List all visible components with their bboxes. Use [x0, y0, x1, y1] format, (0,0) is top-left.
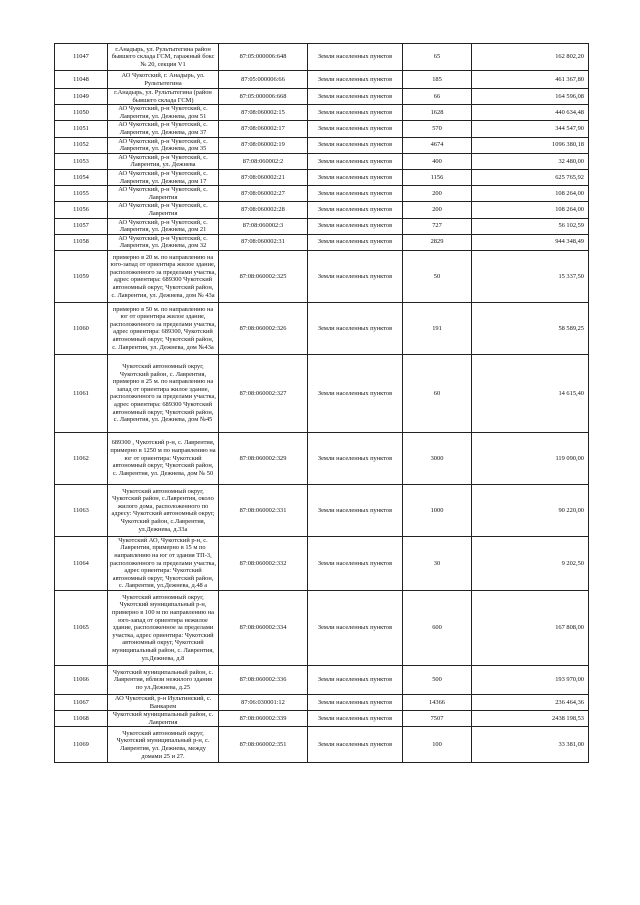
area-cell: 65 — [403, 44, 472, 71]
area-cell: 200 — [403, 186, 472, 202]
land-category-cell: Земли населенных пунктов — [308, 105, 403, 121]
cadastral-value-cell: 440 634,48 — [472, 105, 589, 121]
cadastral-value-cell: 108 264,00 — [472, 186, 589, 202]
area-cell: 60 — [403, 354, 472, 432]
address-cell: АО Чукотский, р-н Чукотский, с. Лаврентия, ул. Дежнева, дом 35 — [108, 137, 219, 153]
land-category-cell: Земли населенных пунктов — [308, 536, 403, 590]
cadastral-number-cell: 87:08:060002:326 — [219, 302, 308, 354]
table-row — [55, 711, 589, 727]
land-category-cell: Земли населенных пунктов — [308, 666, 403, 695]
area-cell: 100 — [403, 727, 472, 763]
area-cell: 727 — [403, 218, 472, 234]
row-number-cell: 11055 — [55, 186, 108, 202]
row-number-cell: 11064 — [55, 536, 108, 590]
land-category-cell: Земли населенных пунктов — [308, 137, 403, 153]
table-row — [55, 218, 589, 234]
cadastral-value-cell: 108 264,00 — [472, 202, 589, 218]
cadastral-value-cell: 167 808,00 — [472, 591, 589, 666]
area-cell: 600 — [403, 591, 472, 666]
row-number-cell: 11063 — [55, 484, 108, 536]
area-cell: 30 — [403, 536, 472, 590]
address-cell: г.Анадырь, ул. Рультытегина район бывшего склада ГСМ, гаражный бокс № 20, секция V1 — [108, 44, 219, 71]
table-row — [55, 302, 589, 354]
land-category-cell: Земли населенных пунктов — [308, 44, 403, 71]
cadastral-number-cell: 87:08:060002:17 — [219, 121, 308, 137]
land-category-cell: Земли населенных пунктов — [308, 250, 403, 302]
row-number-cell: 11047 — [55, 44, 108, 71]
address-cell: АО Чукотский, р-н Чукотский, с. Лаврентия, ул. Дежнева — [108, 153, 219, 169]
cadastral-number-cell: 87:05:000006:66 — [219, 71, 308, 89]
table-row — [55, 666, 589, 695]
cadastral-number-cell: 87:08:060002:19 — [219, 137, 308, 153]
cadastral-value-cell: 1096 380,18 — [472, 137, 589, 153]
address-cell: АО Чукотский, р-н Чукотский, с. Лаврентия, ул. Дежнева, дом 21 — [108, 218, 219, 234]
cadastral-value-cell: 33 381,00 — [472, 727, 589, 763]
cadastral-value-cell: 625 765,92 — [472, 169, 589, 185]
area-cell: 185 — [403, 71, 472, 89]
area-cell: 66 — [403, 89, 472, 105]
table-row — [55, 71, 589, 89]
cadastral-value-cell: 193 970,00 — [472, 666, 589, 695]
cadastral-value-cell: 236 464,36 — [472, 695, 589, 711]
address-cell: АО Чукотский, р-н Чукотский, с. Лаврентия, ул. Дежнева, дом 17 — [108, 169, 219, 185]
land-category-cell: Земли населенных пунктов — [308, 354, 403, 432]
address-cell: Чукотский автономный округ, Чукотский муниципальный р-н, примерно в 100 м по направлению на юго-запад от ориентира нежилое здание, расположенное за пределами участка, адрес ориентира: Чукотский автономный округ, Чукотский муниципальный район, с. Лаврентия, ул.Дежнева, д.8 — [108, 591, 219, 666]
address-cell: АО Чукотский, р-н Чукотский, с. Лаврентия — [108, 186, 219, 202]
cadastral-number-cell: 87:08:060002:332 — [219, 536, 308, 590]
cadastral-value-cell: 2438 198,53 — [472, 711, 589, 727]
cadastral-number-cell: 87:08:060002:329 — [219, 432, 308, 484]
row-number-cell: 11060 — [55, 302, 108, 354]
row-number-cell: 11048 — [55, 71, 108, 89]
address-cell: Чукотский автономный округ, Чукотский муниципальный р-н, с. Лаврентия, ул. Дежнева, между домами 25 и 27. — [108, 727, 219, 763]
cadastral-value-cell: 9 202,50 — [472, 536, 589, 590]
cadastral-number-cell: 87:08:060002:334 — [219, 591, 308, 666]
address-cell: Чукотский автономный округ, Чукотский район, с. Лаврентия, примерно в 25 м. по направлению на запад от ориентира жилое здание, расположенного за пределами участка, адрес ориентира: 689300 Чукотский автономный округ, Чукотский район, с. Лаврентия, ул. Дежнева, дом №45 — [108, 354, 219, 432]
cadastral-number-cell: 87:08:060002:31 — [219, 234, 308, 250]
table-row — [55, 89, 589, 105]
row-number-cell: 11065 — [55, 591, 108, 666]
land-category-cell: Земли населенных пунктов — [308, 169, 403, 185]
cadastral-value-cell: 164 596,08 — [472, 89, 589, 105]
cadastral-value-cell: 344 547,90 — [472, 121, 589, 137]
cadastral-value-cell: 56 102,59 — [472, 218, 589, 234]
land-category-cell: Земли населенных пунктов — [308, 302, 403, 354]
address-cell: АО Чукотский, р-н Иультинский, с. Ванкарем — [108, 695, 219, 711]
row-number-cell: 11061 — [55, 354, 108, 432]
land-category-cell: Земли населенных пунктов — [308, 711, 403, 727]
cadastral-number-cell: 87:08:060002:331 — [219, 484, 308, 536]
cadastral-number-cell: 87:05:000006:648 — [219, 44, 308, 71]
area-cell: 200 — [403, 202, 472, 218]
area-cell: 570 — [403, 121, 472, 137]
table-row — [55, 432, 589, 484]
table-row — [55, 44, 589, 71]
area-cell: 50 — [403, 250, 472, 302]
row-number-cell: 11069 — [55, 727, 108, 763]
cadastral-number-cell: 87:08:060002:2 — [219, 153, 308, 169]
table-row — [55, 169, 589, 185]
cadastral-number-cell: 87:08:060002:27 — [219, 186, 308, 202]
land-category-cell: Земли населенных пунктов — [308, 484, 403, 536]
cadastral-value-cell: 15 337,50 — [472, 250, 589, 302]
land-registry-table — [54, 43, 589, 763]
land-category-cell: Земли населенных пунктов — [308, 234, 403, 250]
row-number-cell: 11059 — [55, 250, 108, 302]
address-cell: г.Анадырь, ул. Рультытегина (район бывшего склада ГСМ) — [108, 89, 219, 105]
land-registry-sheet — [54, 43, 586, 763]
row-number-cell: 11050 — [55, 105, 108, 121]
row-number-cell: 11062 — [55, 432, 108, 484]
table-row — [55, 234, 589, 250]
land-category-cell: Земли населенных пунктов — [308, 695, 403, 711]
cadastral-number-cell: 87:06:030001:12 — [219, 695, 308, 711]
cadastral-number-cell: 87:05:000006:668 — [219, 89, 308, 105]
table-row — [55, 186, 589, 202]
table-row — [55, 591, 589, 666]
cadastral-value-cell: 119 090,00 — [472, 432, 589, 484]
row-number-cell: 11051 — [55, 121, 108, 137]
address-cell: примерно в 50 м. по направлению на юг от ориентира жилое здание, расположенного за пределами участка, адрес ориентира: 689300, Чукотский автономный округ, Чукотский район, с. Лаврентия, ул. Дежнева, дом №43а — [108, 302, 219, 354]
cadastral-number-cell: 87:08:060002:339 — [219, 711, 308, 727]
area-cell: 500 — [403, 666, 472, 695]
land-category-cell: Земли населенных пунктов — [308, 202, 403, 218]
cadastral-value-cell: 90 220,00 — [472, 484, 589, 536]
area-cell: 1628 — [403, 105, 472, 121]
cadastral-number-cell: 87:08:060002:327 — [219, 354, 308, 432]
area-cell: 14366 — [403, 695, 472, 711]
row-number-cell: 11054 — [55, 169, 108, 185]
land-category-cell: Земли населенных пунктов — [308, 153, 403, 169]
cadastral-value-cell: 944 348,49 — [472, 234, 589, 250]
cadastral-number-cell: 87:08:060002:336 — [219, 666, 308, 695]
area-cell: 191 — [403, 302, 472, 354]
table-row — [55, 105, 589, 121]
cadastral-number-cell: 87:08:060002:21 — [219, 169, 308, 185]
row-number-cell: 11066 — [55, 666, 108, 695]
table-row — [55, 484, 589, 536]
land-category-cell: Земли населенных пунктов — [308, 218, 403, 234]
land-category-cell: Земли населенных пунктов — [308, 432, 403, 484]
area-cell: 3000 — [403, 432, 472, 484]
cadastral-number-cell: 87:08:060002:15 — [219, 105, 308, 121]
table-row — [55, 202, 589, 218]
address-cell: Чукотский автономный округ, Чукотский район, с.Лаврентия, около жилого дома, расположенного по адресу: Чукотский автономный округ, Чукотский район, с.Лаврентия, ул.Дежнева, д.33а — [108, 484, 219, 536]
row-number-cell: 11052 — [55, 137, 108, 153]
cadastral-value-cell: 58 589,25 — [472, 302, 589, 354]
area-cell: 4674 — [403, 137, 472, 153]
row-number-cell: 11049 — [55, 89, 108, 105]
cadastral-value-cell: 14 615,40 — [472, 354, 589, 432]
table-row — [55, 137, 589, 153]
row-number-cell: 11058 — [55, 234, 108, 250]
area-cell: 2829 — [403, 234, 472, 250]
address-cell: АО Чукотский, р-н Чукотский, с. Лаврентия, ул. Дежнева, дом 51 — [108, 105, 219, 121]
address-cell: Чукотский муниципальный район, с. Лаврентия, вблизи нежилого здания по ул.Дежнева, д.25 — [108, 666, 219, 695]
land-category-cell: Земли населенных пунктов — [308, 727, 403, 763]
cadastral-number-cell: 87:08:060002:28 — [219, 202, 308, 218]
cadastral-value-cell: 162 802,20 — [472, 44, 589, 71]
cadastral-value-cell: 32 480,00 — [472, 153, 589, 169]
cadastral-value-cell: 461 367,80 — [472, 71, 589, 89]
area-cell: 1000 — [403, 484, 472, 536]
table-row — [55, 727, 589, 763]
row-number-cell: 11067 — [55, 695, 108, 711]
table-row — [55, 121, 589, 137]
row-number-cell: 11057 — [55, 218, 108, 234]
land-category-cell: Земли населенных пунктов — [308, 89, 403, 105]
table-body — [55, 44, 589, 763]
land-category-cell: Земли населенных пунктов — [308, 186, 403, 202]
land-category-cell: Земли населенных пунктов — [308, 71, 403, 89]
area-cell: 7507 — [403, 711, 472, 727]
address-cell: 689300 , Чукотский р-н, с. Лаврентия, примерно в 1250 м по направлению на юг от ориентира: Чукотский автономный округ, Чукотский район, с. Лаврентия, ул. Дежнева, дом № 50 — [108, 432, 219, 484]
table-row — [55, 354, 589, 432]
address-cell: Чукотский муниципальный район, с. Лаврентия — [108, 711, 219, 727]
table-row — [55, 153, 589, 169]
row-number-cell: 11056 — [55, 202, 108, 218]
address-cell: Чукотский АО, Чукотский р-н, с. Лаврентия, примерно в 15 м по направлению на юг от здания ТП-3, расположенного за пределами участка, адрес ориентира: Чукотский автономный округ, Чукотский район, с. Лаврентия, ул.Дежнева, д.48 а — [108, 536, 219, 590]
cadastral-number-cell: 87:08:060002:325 — [219, 250, 308, 302]
row-number-cell: 11053 — [55, 153, 108, 169]
area-cell: 400 — [403, 153, 472, 169]
area-cell: 1156 — [403, 169, 472, 185]
table-row — [55, 536, 589, 590]
land-category-cell: Земли населенных пунктов — [308, 591, 403, 666]
land-category-cell: Земли населенных пунктов — [308, 121, 403, 137]
table-row — [55, 695, 589, 711]
address-cell: примерно в 20 м. по направлению на юго-запад от ориентира жилое здание, расположенного за пределами участка, адрес ориентира: 689300 Чукотский автономный округ, Чукотский район, с. Лаврентия, ул. Дежнева, дом № 43а — [108, 250, 219, 302]
cadastral-number-cell: 87:08:060002:3 — [219, 218, 308, 234]
address-cell: АО Чукотский, р-н Чукотский, с. Лаврентия, ул. Дежнева, дом 37 — [108, 121, 219, 137]
row-number-cell: 11068 — [55, 711, 108, 727]
address-cell: АО Чукотский, р-н Чукотский, с. Лаврентия, ул. Дежнева, дом 32 — [108, 234, 219, 250]
address-cell: АО Чукотский, р-н Чукотский, с. Лаврентия — [108, 202, 219, 218]
address-cell: АО Чукотский, г. Анадырь, ул. Рультытегина — [108, 71, 219, 89]
table-row — [55, 250, 589, 302]
cadastral-number-cell: 87:08:060002:351 — [219, 727, 308, 763]
